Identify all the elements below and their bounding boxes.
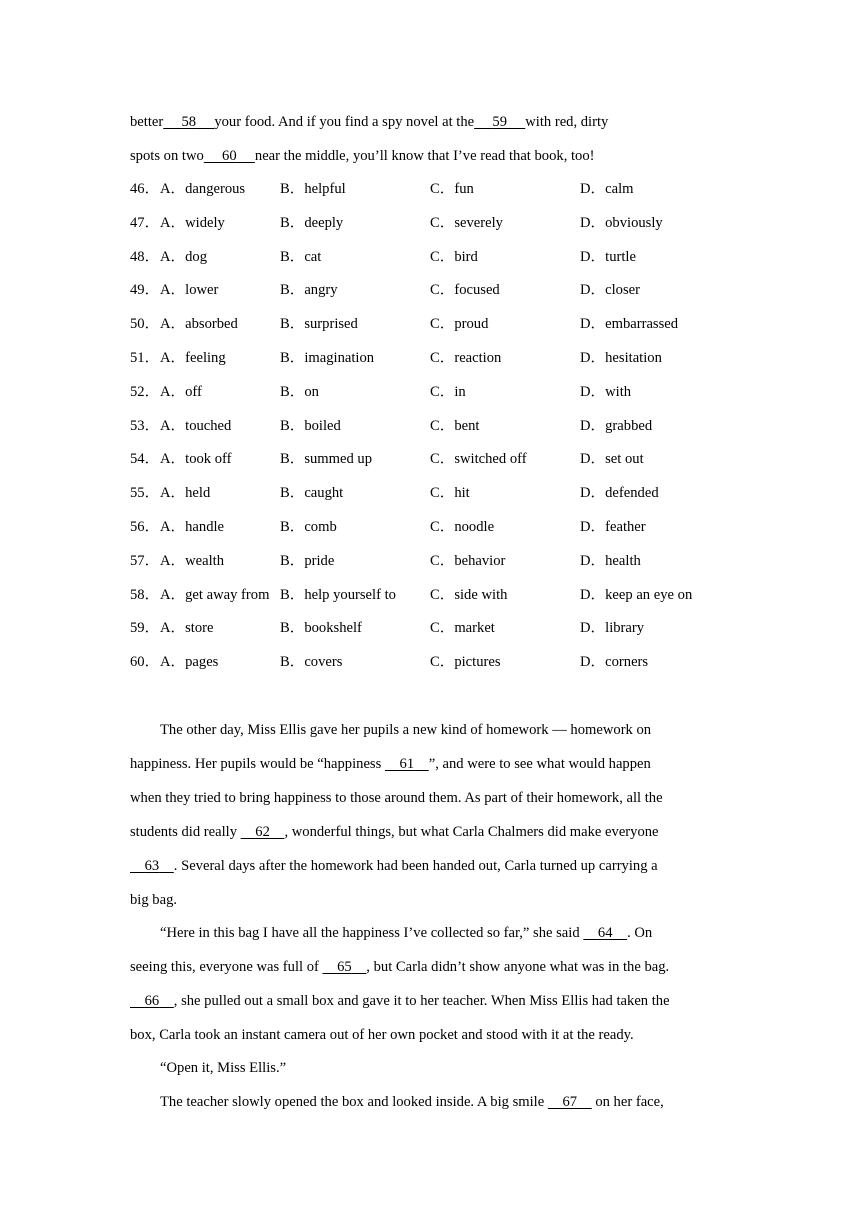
text: The teacher slowly opened the box and looked inside. A big smile xyxy=(160,1094,545,1110)
passage-line xyxy=(160,923,760,943)
option-row xyxy=(130,449,750,469)
option-b: B．cat xyxy=(280,248,322,265)
option-b: B．comb xyxy=(280,519,337,535)
passage-line: big bag. xyxy=(130,892,178,908)
option-b: B．pride xyxy=(280,552,335,569)
blank-61: 61 xyxy=(399,756,415,772)
option-a: A．get away from xyxy=(160,586,270,603)
option-d: D．feather xyxy=(580,519,646,535)
option-b: B．covers xyxy=(280,654,343,671)
passage-line: box, Carla took an instant camera out of her own pocket and stood with it at the ready. xyxy=(130,1027,634,1043)
option-b: B．caught xyxy=(280,485,344,502)
option-a: A．touched xyxy=(160,417,232,434)
option-a: A．handle xyxy=(160,519,225,535)
option-a: A．lower xyxy=(160,282,219,299)
option-d: D．closer xyxy=(580,282,640,299)
passage-line xyxy=(130,856,730,876)
option-d: D．with xyxy=(580,383,632,400)
option-c: C．behavior xyxy=(430,552,506,569)
passage-line xyxy=(160,1092,760,1112)
passage-line xyxy=(130,957,730,977)
option-d: D．hesitation xyxy=(580,350,662,366)
text: . Several days after the homework had been handed out, Carla turned up carrying a xyxy=(173,858,658,874)
option-row xyxy=(130,416,750,436)
text: spots on two xyxy=(130,148,204,164)
text: , but Carla didn’t show anyone what was in the bag. xyxy=(366,959,670,975)
option-row xyxy=(130,179,750,199)
option-b: B．helpful xyxy=(280,181,346,197)
passage-line: when they tried to bring happiness to those around them. As part of their homework, all the xyxy=(130,790,663,806)
option-a: A．dog xyxy=(160,248,208,265)
option-c: C．fun xyxy=(430,181,474,197)
option-d: D．keep an eye on xyxy=(580,586,693,603)
option-row xyxy=(130,517,750,537)
option-c: C．market xyxy=(430,620,495,637)
text: ”, and were to see what would happen xyxy=(428,756,651,772)
option-row xyxy=(130,382,750,402)
text: near the middle, you’ll know that I’ve read that book, too! xyxy=(254,148,595,164)
passage-line xyxy=(130,754,730,774)
option-d: D．embarrassed xyxy=(580,316,679,333)
blank-59: 59 xyxy=(492,114,507,130)
question-number: 58． xyxy=(130,586,160,603)
blank-63: 63 xyxy=(144,858,160,874)
text: happiness. Her pupils would be “happiness xyxy=(130,756,382,772)
option-a: A．held xyxy=(160,485,211,502)
option-row xyxy=(130,652,750,672)
option-row xyxy=(130,314,750,334)
option-c: C．side with xyxy=(430,586,508,603)
option-a: A．feeling xyxy=(160,350,226,366)
question-number: 46． xyxy=(130,181,160,197)
option-d: D．set out xyxy=(580,451,644,468)
question-number: 52． xyxy=(130,383,160,400)
passage-line: “Open it, Miss Ellis.” xyxy=(160,1060,287,1076)
question-number: 48． xyxy=(130,248,160,265)
option-a: A．absorbed xyxy=(160,316,238,333)
blank-64: 64 xyxy=(597,925,613,941)
option-c: C．in xyxy=(430,383,466,400)
option-c: C．bent xyxy=(430,417,480,434)
option-row xyxy=(130,618,750,638)
option-row xyxy=(130,213,750,233)
option-row xyxy=(130,585,750,605)
text: on her face, xyxy=(595,1094,664,1110)
option-c: C．bird xyxy=(430,248,478,265)
text: “Here in this bag I have all the happiness I’ve collected so far,” she said xyxy=(160,925,580,941)
option-b: B．surprised xyxy=(280,316,358,333)
blank-65: 65 xyxy=(337,959,352,975)
passage-line xyxy=(130,822,730,842)
option-a: A．took off xyxy=(160,451,232,468)
question-number: 55． xyxy=(130,485,160,502)
option-d: D．turtle xyxy=(580,248,636,265)
question-number: 47． xyxy=(130,214,160,231)
text: , she pulled out a small box and gave it to her teacher. When Miss Ellis had taken the xyxy=(173,993,670,1009)
option-c: C．switched off xyxy=(430,451,527,468)
text: students did really xyxy=(130,824,238,840)
option-a: A．wealth xyxy=(160,552,225,569)
option-row xyxy=(130,483,750,503)
option-d: D．grabbed xyxy=(580,417,653,434)
text: . On xyxy=(627,925,653,941)
option-b: B．summed up xyxy=(280,451,373,468)
option-c: C．reaction xyxy=(430,350,502,366)
blank-60: 60 xyxy=(222,148,237,164)
text: with red, dirty xyxy=(525,114,609,130)
passage-line xyxy=(130,991,730,1011)
option-b: B．imagination xyxy=(280,350,375,366)
question-number: 54． xyxy=(130,451,160,468)
question-number: 49． xyxy=(130,282,160,299)
option-c: C．noodle xyxy=(430,519,495,535)
question-number: 53． xyxy=(130,417,160,434)
option-row xyxy=(130,280,750,300)
blank-67: 67 xyxy=(562,1094,578,1110)
option-c: C．focused xyxy=(430,282,500,299)
blank-66: 66 xyxy=(144,993,160,1009)
option-b: B．on xyxy=(280,383,319,400)
question-number: 51． xyxy=(130,350,160,366)
option-b: B．help yourself to xyxy=(280,586,396,603)
option-a: A．dangerous xyxy=(160,181,246,197)
question-number: 60． xyxy=(130,654,160,671)
option-c: C．proud xyxy=(430,316,489,333)
option-row xyxy=(130,247,750,267)
option-a: A．store xyxy=(160,620,214,637)
option-d: D．calm xyxy=(580,181,634,197)
option-a: A．widely xyxy=(160,214,225,231)
text: seeing this, everyone was full of xyxy=(130,959,319,975)
option-a: A．pages xyxy=(160,654,219,671)
option-d: D．health xyxy=(580,552,641,569)
blank-62: 62 xyxy=(255,824,270,840)
text: better xyxy=(130,114,164,130)
option-b: B．angry xyxy=(280,282,338,299)
question-number: 57． xyxy=(130,552,160,569)
option-c: C．severely xyxy=(430,214,503,231)
option-b: B．bookshelf xyxy=(280,620,362,637)
option-b: B．deeply xyxy=(280,214,344,231)
text: your food. And if you find a spy novel at the xyxy=(214,114,475,130)
question-number: 50． xyxy=(130,316,160,333)
option-d: D．library xyxy=(580,620,645,637)
blank-58: 58 xyxy=(181,114,197,130)
option-d: D．corners xyxy=(580,654,649,671)
option-d: D．obviously xyxy=(580,214,663,231)
option-d: D．defended xyxy=(580,485,659,502)
option-a: A．off xyxy=(160,383,202,400)
option-row xyxy=(130,348,750,368)
passage-line xyxy=(130,146,730,166)
passage-line: The other day, Miss Ellis gave her pupils a new kind of homework — homework on xyxy=(160,722,652,738)
option-c: C．hit xyxy=(430,485,470,502)
question-number: 59． xyxy=(130,620,160,637)
text: , wonderful things, but what Carla Chalmers did make everyone xyxy=(284,824,659,840)
passage-line xyxy=(130,112,730,132)
option-row xyxy=(130,551,750,571)
option-c: C．pictures xyxy=(430,654,501,671)
question-number: 56． xyxy=(130,519,160,535)
option-b: B．boiled xyxy=(280,417,341,434)
